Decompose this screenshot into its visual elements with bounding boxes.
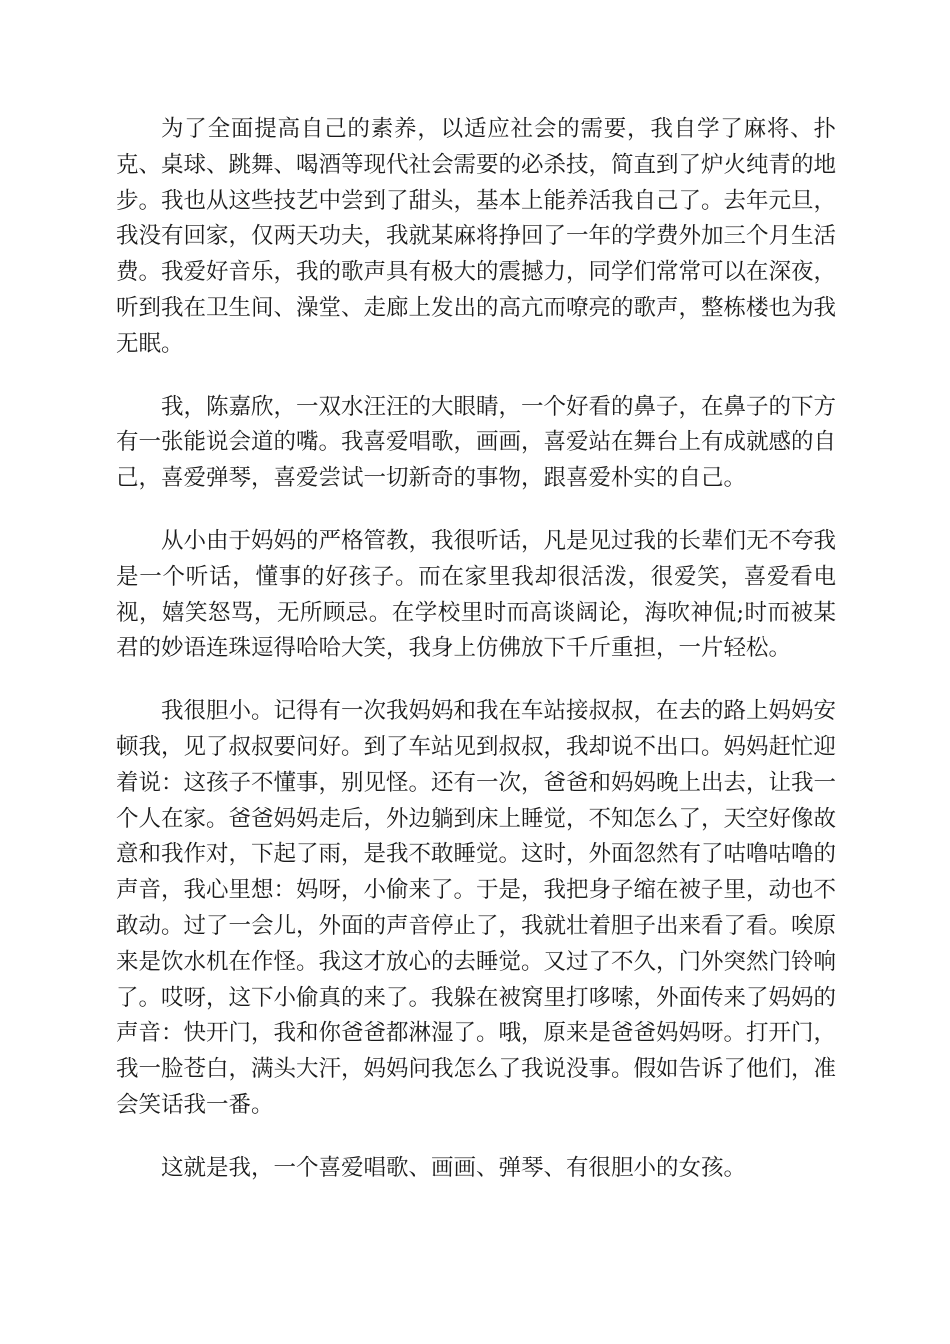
document-body xyxy=(116,112,836,1187)
paragraph-5: 这就是我，一个喜爱唱歌、画画、弹琴、有很胆小的女孩。 xyxy=(161,1154,747,1181)
paragraph-2: 我，陈嘉欣，一双水汪汪的大眼睛，一个好看的鼻子，在鼻子的下方有一张能说会道的嘴。我喜爱唱歌，画画，喜爱站在舞台上有成就感的自己，喜爱弹琴，喜爱尝试一切新奇的事物，跟喜爱朴实的自己。 xyxy=(116,393,837,492)
paragraph-4: 我很胆小。记得有一次我妈妈和我在车站接叔叔，在去的路上妈妈安顿我，见了叔叔要问好。到了车站见到叔叔，我却说不出口。妈妈赶忙迎着说：这孩子不懂事，别见怪。还有一次，爸爸和妈妈晚上出去，让我一个人在家。爸爸妈妈走后，外边躺到床上睡觉，不知怎么了，天空好像故意和我作对，下起了雨，是我不敢睡觉。这时，外面忽然有了咕噜咕噜的声音，我心里想：妈呀，小偷来了。于是，我把身子缩在被子里，动也不敢动。过了一会儿，外面的声音停止了，我就壮着胆子出来看了看。唉原来是饮水机在作怪。我这才放心的去睡觉。又过了不久，门外突然门铃响了。哎呀，这下小偷真的来了。我躲在被窝里打哆嗦，外面传来了妈妈的声音：快开门，我和你爸爸都淋湿了。哦，原来是爸爸妈妈呀。打开门，我一脸苍白，满头大汗，妈妈问我怎么了我说没事。假如告诉了他们，准会笑话我一番。 xyxy=(116,698,837,1118)
paragraph-3: 从小由于妈妈的严格管教，我很听话，凡是见过我的长辈们无不夸我是一个听话，懂事的好孩子。而在家里我却很活泼，很爱笑，喜爱看电视，嬉笑怒骂，无所顾忌。在学校里时而高谈阔论，海吹神侃;时而被某君的妙语连珠逗得哈哈大笑，我身上仿佛放下千斤重担，一片轻松。 xyxy=(116,527,837,662)
paragraph-1: 为了全面提高自己的素养，以适应社会的需要，我自学了麻将、扑克、桌球、跳舞、喝酒等现代社会需要的必杀技，简直到了炉火纯青的地步。我也从这些技艺中尝到了甜头，基本上能养活我自己了。去年元旦，我没有回家，仅两天功夫，我就某麻将挣回了一年的学费外加三个月生活费。我爱好音乐，我的歌声具有极大的震撼力，同学们常常可以在深夜，听到我在卫生间、澡堂、走廊上发出的高亢而嘹亮的歌声，整栋楼也为我无眠。 xyxy=(116,116,837,357)
